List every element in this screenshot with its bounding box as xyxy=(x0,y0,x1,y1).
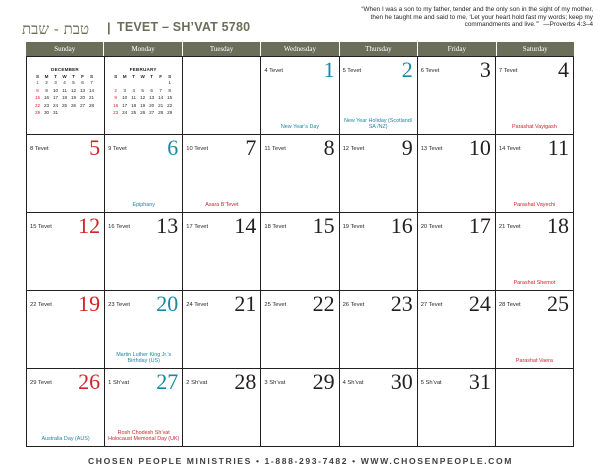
hebrew-date: 17 Tevet xyxy=(186,224,209,230)
event-label: New Year’s Day xyxy=(280,124,320,131)
mini-day: 22 xyxy=(34,102,41,108)
day-cell xyxy=(183,369,261,446)
day-number: 12 xyxy=(78,213,101,238)
mini-day: 2 xyxy=(114,87,117,93)
verse-reference: —Proverbs 4:3–4 xyxy=(543,21,593,29)
day-cell xyxy=(496,291,573,368)
day-number: 26 xyxy=(78,369,101,394)
mini-calendar-row xyxy=(33,79,97,87)
event-notes xyxy=(498,280,571,287)
hebrew-date: 4 Sh’vat xyxy=(342,380,364,386)
verse-line: commandments and live.’” xyxy=(464,21,540,29)
mini-day: 13 xyxy=(149,95,155,101)
mini-day: 18 xyxy=(61,95,68,101)
day-cell xyxy=(105,291,183,368)
mini-day: 29 xyxy=(167,110,173,116)
day-number: 30 xyxy=(390,369,413,394)
mini-day: 30 xyxy=(43,110,50,116)
mini-day: 17 xyxy=(52,95,59,101)
day-cell xyxy=(418,213,496,290)
weekday-header-row xyxy=(26,42,574,56)
week-row xyxy=(27,134,573,212)
mini-weekday: M xyxy=(122,74,127,79)
hebrew-date: 1 Sh’vat xyxy=(108,380,130,386)
mini-day: 8 xyxy=(36,87,39,93)
hebrew-date: 6 Tevet xyxy=(420,68,440,74)
hebrew-date: 22 Tevet xyxy=(30,302,52,308)
mini-day: 9 xyxy=(114,95,117,101)
mini-day: 25 xyxy=(61,102,68,108)
hebrew-date: 19 Tevet xyxy=(342,224,365,230)
event-label: Parashat Vayigash xyxy=(511,124,557,131)
hebrew-date: 13 Tevet xyxy=(420,146,443,152)
day-cell xyxy=(183,135,261,212)
mini-weekday: F xyxy=(81,74,84,79)
day-number: 21 xyxy=(234,291,257,316)
calendar-header xyxy=(8,6,593,40)
week-row xyxy=(27,212,573,290)
calendar-weeks xyxy=(26,56,574,447)
mini-weekday: S xyxy=(35,74,40,79)
mini-day: 18 xyxy=(131,102,137,108)
day-number: 29 xyxy=(312,369,335,394)
mini-day: 22 xyxy=(167,102,173,108)
mini-day: 10 xyxy=(52,87,59,93)
day-cell xyxy=(496,57,573,134)
mini-day: 25 xyxy=(131,110,137,116)
weekday-monday: Monday xyxy=(104,42,182,56)
mini-day: 24 xyxy=(122,110,128,116)
day-number: 28 xyxy=(234,369,257,394)
mini-weekday: S xyxy=(168,74,172,79)
hebrew-date: 24 Tevet xyxy=(186,302,209,308)
mini-calendar-cell xyxy=(27,57,105,134)
event-notes xyxy=(107,352,180,365)
day-cell xyxy=(261,291,339,368)
day-number: 17 xyxy=(468,213,491,238)
mini-day: 31 xyxy=(52,110,59,116)
day-number: 19 xyxy=(78,291,101,316)
day-number: 27 xyxy=(156,369,179,394)
day-number: 6 xyxy=(167,135,179,160)
calendar-grid xyxy=(26,42,574,447)
mini-calendar xyxy=(111,67,175,117)
mini-day: 27 xyxy=(79,102,86,108)
event-notes xyxy=(342,118,415,131)
mini-day: 1 xyxy=(168,80,171,85)
mini-day: 16 xyxy=(113,102,119,108)
mini-day: 2 xyxy=(45,80,48,85)
weekday-wednesday: Wednesday xyxy=(261,42,339,56)
mini-day xyxy=(78,109,87,117)
day-number: 18 xyxy=(546,213,569,238)
event-label: New Year Holiday (Scotland/ SA /NZ) xyxy=(343,117,413,131)
mini-calendar-row xyxy=(111,79,175,87)
scripture-verse xyxy=(293,6,593,29)
day-cell xyxy=(27,135,105,212)
day-cell xyxy=(105,135,183,212)
mini-day xyxy=(111,79,120,87)
weekday-thursday: Thursday xyxy=(340,42,418,56)
weekday-tuesday: Tuesday xyxy=(183,42,261,56)
hebrew-date: 3 Sh’vat xyxy=(264,380,286,386)
day-number: 31 xyxy=(468,369,491,394)
mini-day: 12 xyxy=(70,87,77,93)
mini-day: 14 xyxy=(88,87,95,93)
day-cell xyxy=(261,135,339,212)
day-cell xyxy=(340,369,418,446)
mini-day: 8 xyxy=(168,87,171,93)
mini-weekday: T xyxy=(54,74,57,79)
hebrew-date: 8 Tevet xyxy=(30,146,49,152)
day-number: 25 xyxy=(546,291,569,316)
mini-calendar-title: FEBRUARY xyxy=(129,67,157,72)
mini-day: 16 xyxy=(43,95,50,101)
hebrew-date: 5 Tevet xyxy=(342,68,362,74)
mini-calendar xyxy=(33,67,97,117)
mini-day: 4 xyxy=(63,80,66,85)
hebrew-month-names: טבת - שבת xyxy=(22,20,90,38)
event-notes xyxy=(498,124,571,131)
event-notes xyxy=(263,124,336,131)
mini-day: 7 xyxy=(90,80,93,85)
mini-day: 24 xyxy=(52,102,59,108)
day-cell xyxy=(340,57,418,134)
mini-day: 5 xyxy=(72,80,75,85)
day-number: 1 xyxy=(323,57,335,82)
mini-day: 12 xyxy=(140,95,146,101)
hebrew-date: 23 Tevet xyxy=(108,302,130,308)
mini-day: 6 xyxy=(81,80,84,85)
day-cell xyxy=(496,135,573,212)
mini-day: 23 xyxy=(43,102,50,108)
mini-calendar-row xyxy=(33,109,97,117)
hebrew-date: 26 Tevet xyxy=(342,302,365,308)
mini-day xyxy=(120,79,129,87)
empty-cell xyxy=(496,369,573,446)
day-cell xyxy=(340,213,418,290)
day-number: 24 xyxy=(468,291,491,316)
day-cell xyxy=(418,369,496,446)
month-title: TEVET – SH’VAT 5780 xyxy=(117,20,251,34)
hebrew-date: 28 Tevet xyxy=(498,302,521,308)
day-number: 10 xyxy=(468,135,491,160)
mini-day: 29 xyxy=(34,110,41,116)
day-cell xyxy=(261,57,339,134)
mini-day: 21 xyxy=(158,102,164,108)
mini-weekday: W xyxy=(62,74,67,79)
day-number: 4 xyxy=(557,57,569,82)
mini-calendar-row xyxy=(33,87,97,95)
title-separator: | xyxy=(107,20,111,35)
day-number: 14 xyxy=(234,213,257,238)
day-number: 11 xyxy=(547,135,569,160)
day-number: 8 xyxy=(323,135,335,160)
day-cell xyxy=(261,213,339,290)
weekday-sunday: Sunday xyxy=(26,42,104,56)
footer-contact: CHOSEN PEOPLE MINISTRIES • 1-888-293-7482 • WWW.CHOSENPEOPLE.COM xyxy=(87,456,514,466)
week-row xyxy=(27,290,573,368)
mini-day: 11 xyxy=(62,87,67,93)
mini-day: 7 xyxy=(159,87,162,93)
mini-day xyxy=(87,109,96,117)
hebrew-date: 25 Tevet xyxy=(264,302,287,308)
day-cell xyxy=(496,213,573,290)
day-cell xyxy=(27,213,105,290)
day-number: 22 xyxy=(312,291,335,316)
mini-day xyxy=(69,109,78,117)
mini-day: 19 xyxy=(70,95,77,101)
mini-day: 15 xyxy=(167,95,173,101)
week-row xyxy=(27,368,573,446)
mini-day: 4 xyxy=(132,87,135,93)
mini-day xyxy=(147,79,156,87)
mini-day: 26 xyxy=(140,110,146,116)
hebrew-date: 11 Tevet xyxy=(264,146,286,152)
mini-weekday: W xyxy=(140,74,145,79)
mini-day: 13 xyxy=(79,87,86,93)
hebrew-date: 29 Tevet xyxy=(30,380,52,386)
hebrew-date: 12 Tevet xyxy=(342,146,365,152)
event-notes xyxy=(185,202,258,209)
hebrew-date: 14 Tevet xyxy=(498,146,521,152)
mini-day: 6 xyxy=(150,87,153,93)
day-cell xyxy=(105,369,183,446)
event-label: Asara B’Tevet xyxy=(205,202,239,209)
mini-day: 14 xyxy=(158,95,164,101)
mini-day: 20 xyxy=(79,95,86,101)
day-number: 3 xyxy=(479,57,491,82)
day-cell xyxy=(261,369,339,446)
mini-calendar-cell xyxy=(105,57,183,134)
mini-day xyxy=(138,79,147,87)
mini-calendar-title: DECEMBER xyxy=(51,67,79,72)
mini-weekday: T xyxy=(132,74,136,79)
hebrew-date: 10 Tevet xyxy=(186,146,209,152)
event-label: Australia Day (AUS) xyxy=(41,436,90,443)
day-number: 23 xyxy=(390,291,413,316)
day-cell xyxy=(340,291,418,368)
event-notes xyxy=(107,202,180,209)
day-number: 13 xyxy=(156,213,179,238)
mini-day: 26 xyxy=(70,102,77,108)
day-cell xyxy=(418,135,496,212)
day-number: 7 xyxy=(245,135,257,160)
hebrew-date: 20 Tevet xyxy=(420,224,443,230)
day-number: 20 xyxy=(156,291,179,316)
mini-day xyxy=(129,79,138,87)
event-notes xyxy=(107,430,180,443)
mini-day: 17 xyxy=(122,102,128,108)
hebrew-date: 18 Tevet xyxy=(264,224,287,230)
day-cell xyxy=(183,291,261,368)
event-label: Rosh Chodesh Sh’vat xyxy=(117,429,170,436)
verse-line: “When I was a son to my father, tender and the only son in the sight of my mother, xyxy=(361,6,593,13)
week-row xyxy=(27,56,573,134)
event-label: Epiphany xyxy=(132,202,155,209)
day-number: 2 xyxy=(401,57,413,82)
mini-day xyxy=(60,109,69,117)
mini-day: 1 xyxy=(36,80,39,85)
mini-calendar-row xyxy=(33,94,97,102)
verse-line: then he taught me and said to me, ‘Let your heart hold fast my words; keep my xyxy=(370,13,593,21)
hebrew-date: 4 Tevet xyxy=(264,68,284,74)
event-label: Parashat Shemot xyxy=(513,280,556,287)
day-number: 16 xyxy=(390,213,413,238)
mini-calendar-row xyxy=(111,87,175,95)
day-number: 9 xyxy=(401,135,413,160)
mini-day: 28 xyxy=(158,110,164,116)
empty-cell xyxy=(183,57,261,134)
hebrew-date: 16 Tevet xyxy=(108,224,130,230)
mini-day: 11 xyxy=(131,95,137,101)
weekday-saturday: Saturday xyxy=(497,42,574,56)
mini-calendar-row xyxy=(33,102,97,110)
day-cell xyxy=(340,135,418,212)
event-notes xyxy=(498,358,571,365)
event-notes xyxy=(498,202,571,209)
mini-weekday: S xyxy=(114,74,118,79)
mini-day: 19 xyxy=(140,102,146,108)
mini-calendar-row xyxy=(111,102,175,110)
mini-day xyxy=(156,79,165,87)
mini-day: 9 xyxy=(45,87,48,93)
hebrew-date: 9 Tevet xyxy=(108,146,127,152)
event-label: Parashat Vayechi xyxy=(513,202,556,209)
hebrew-date: 21 Tevet xyxy=(498,224,521,230)
event-label: Martin Luther King Jr.’s Birthday (US) xyxy=(116,351,172,365)
mini-weekday: S xyxy=(89,74,94,79)
event-notes xyxy=(29,436,102,443)
day-cell xyxy=(418,291,496,368)
day-cell xyxy=(27,369,105,446)
mini-day: 3 xyxy=(54,80,57,85)
mini-day: 21 xyxy=(88,95,95,101)
hebrew-date: 15 Tevet xyxy=(30,224,52,230)
mini-calendar-row xyxy=(111,109,175,117)
mini-weekday: M xyxy=(44,74,49,79)
mini-calendar-row xyxy=(111,94,175,102)
verse-line-last xyxy=(293,21,593,29)
mini-weekday: T xyxy=(72,74,75,79)
mini-day: 20 xyxy=(149,102,155,108)
mini-day: 15 xyxy=(34,95,41,101)
mini-day: 23 xyxy=(113,110,119,116)
hebrew-date: 5 Sh’vat xyxy=(420,380,442,386)
event-label: Parashat Vaera xyxy=(515,358,553,365)
day-cell xyxy=(418,57,496,134)
mini-day: 27 xyxy=(149,110,155,116)
mini-weekday: F xyxy=(159,74,163,79)
day-number: 15 xyxy=(312,213,335,238)
day-cell xyxy=(183,213,261,290)
mini-day: 28 xyxy=(88,102,95,108)
mini-day: 3 xyxy=(123,87,126,93)
mini-weekday: T xyxy=(150,74,154,79)
day-number: 5 xyxy=(89,135,101,160)
event-label: Holocaust Memorial Day (UK) xyxy=(108,436,180,443)
day-cell xyxy=(105,213,183,290)
weekday-friday: Friday xyxy=(418,42,496,56)
hebrew-date: 2 Sh’vat xyxy=(186,380,208,386)
mini-day: 10 xyxy=(122,95,128,101)
day-cell xyxy=(27,291,105,368)
hebrew-date: 7 Tevet xyxy=(498,68,518,74)
mini-day: 5 xyxy=(141,87,144,93)
hebrew-date: 27 Tevet xyxy=(420,302,443,308)
